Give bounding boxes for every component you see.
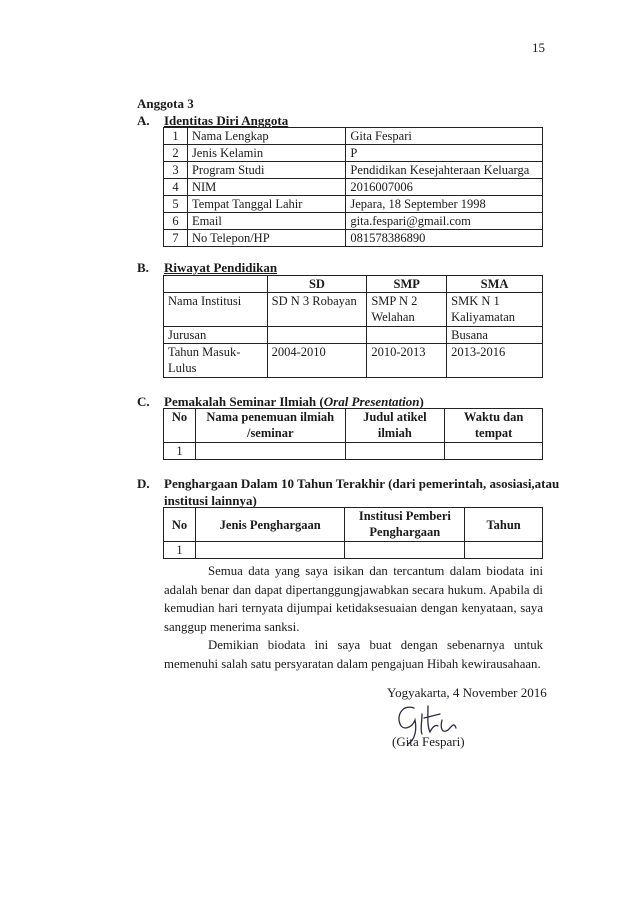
table-row (164, 327, 543, 344)
identity-cell-label: Tempat Tanggal Lahir (187, 196, 345, 213)
edu-header-blank (164, 276, 268, 293)
award-header-no: No (164, 508, 196, 542)
award-header-institution: Institusi Pemberi Penghargaan (345, 508, 465, 542)
table-row (164, 128, 543, 145)
edu-header-sd: SD (267, 276, 367, 293)
identity-table (163, 127, 543, 247)
edu-cell-sma: 2013-2016 (447, 344, 543, 378)
identity-cell-value: Gita Fespari (346, 128, 543, 145)
identity-cell-no: 5 (164, 196, 188, 213)
edu-row-label: Nama Institusi (164, 293, 268, 327)
edu-row-label: Jurusan (164, 327, 268, 344)
section-b-title: Riwayat Pendidikan (164, 260, 278, 275)
education-table (163, 275, 543, 378)
seminar-header-name: Nama penemuan ilmiah /seminar (195, 409, 345, 443)
table-row (164, 145, 543, 162)
award-header-year: Tahun (465, 508, 543, 542)
identity-cell-label: NIM (187, 179, 345, 196)
section-c-letter: C. (137, 394, 150, 409)
identity-cell-value: 081578386890 (346, 230, 543, 247)
section-b-letter: B. (137, 260, 149, 275)
identity-cell-no: 6 (164, 213, 188, 230)
identity-cell-label: Email (187, 213, 345, 230)
table-row (164, 213, 543, 230)
section-c-title-end: ) (419, 394, 424, 409)
identity-cell-value: Pendidikan Kesejahteraan Keluarga (346, 162, 543, 179)
identity-cell-value: P (346, 145, 543, 162)
member-heading: Anggota 3 (137, 96, 194, 111)
seminar-header-title: Judul atikel ilmiah (345, 409, 445, 443)
award-cell-institution (345, 542, 465, 559)
edu-cell-sd: 2004-2010 (267, 344, 367, 378)
edu-cell-smp (367, 327, 447, 344)
identity-cell-value: gita.fespari@gmail.com (346, 213, 543, 230)
table-row (164, 196, 543, 213)
section-a-letter: A. (137, 113, 150, 128)
page-number: 15 (532, 40, 545, 55)
table-row (164, 542, 543, 559)
identity-cell-label: Jenis Kelamin (187, 145, 345, 162)
seminar-header-no: No (164, 409, 196, 443)
identity-cell-label: Nama Lengkap (187, 128, 345, 145)
edu-cell-sd (267, 327, 367, 344)
section-c-title-italic: Oral Presentation (323, 394, 420, 409)
statement-purpose: Demikian biodata ini saya buat dengan sebenarnya untuk memenuhi salah satu persyaratan dalam pengajuan Hibah kewirausahaan. (164, 638, 543, 671)
identity-cell-value: 2016007006 (346, 179, 543, 196)
identity-cell-no: 1 (164, 128, 188, 145)
section-d-title-line1: Penghargaan Dalam 10 Tahun Terakhir (dari pemerintah, asosiasi,atau (164, 476, 560, 491)
table-row (164, 293, 543, 327)
section-d-title-line2: institusi lainnya) (164, 493, 257, 508)
table-row (164, 344, 543, 378)
edu-cell-sd: SD N 3 Robayan (267, 293, 367, 327)
section-a-title: Identitas Diri Anggota (164, 113, 289, 128)
identity-cell-no: 7 (164, 230, 188, 247)
edu-header-sma: SMA (447, 276, 543, 293)
award-cell-type (195, 542, 345, 559)
edu-row-label: Tahun Masuk-Lulus (164, 344, 268, 378)
seminar-cell-time (445, 443, 543, 460)
award-table (163, 507, 543, 559)
award-cell-year (465, 542, 543, 559)
seminar-cell-title (345, 443, 445, 460)
signature-name: (Gita Fespari) (392, 734, 465, 749)
award-cell-no: 1 (164, 542, 196, 559)
table-row (164, 162, 543, 179)
seminar-table (163, 408, 543, 460)
edu-cell-smp: SMP N 2 Welahan (367, 293, 447, 327)
table-row (164, 179, 543, 196)
award-header-type: Jenis Penghargaan (195, 508, 345, 542)
place-date: Yogyakarta, 4 November 2016 (387, 685, 547, 700)
edu-cell-sma: Busana (447, 327, 543, 344)
identity-cell-label: No Telepon/HP (187, 230, 345, 247)
identity-cell-label: Program Studi (187, 162, 345, 179)
statement-truth: Semua data yang saya isikan dan tercantum dalam biodata ini adalah benar dan dapat dipertanggungjawabkan secara hukum. Apabila di kemudian hari ternyata dijumpai ketidaksesuaian dengan kenyataan, saya sanggup menerima sanksi. (164, 564, 543, 634)
identity-cell-no: 2 (164, 145, 188, 162)
edu-cell-smp: 2010-2013 (367, 344, 447, 378)
identity-cell-value: Jepara, 18 September 1998 (346, 196, 543, 213)
edu-header-smp: SMP (367, 276, 447, 293)
table-row (164, 443, 543, 460)
seminar-cell-name (195, 443, 345, 460)
section-c-title-main: Pemakalah Seminar Ilmiah ( (164, 394, 324, 409)
identity-cell-no: 4 (164, 179, 188, 196)
section-d-letter: D. (137, 476, 150, 491)
identity-cell-no: 3 (164, 162, 188, 179)
seminar-header-time: Waktu dan tempat (445, 409, 543, 443)
edu-cell-sma: SMK N 1 Kaliyamatan (447, 293, 543, 327)
seminar-cell-no: 1 (164, 443, 196, 460)
table-row (164, 230, 543, 247)
